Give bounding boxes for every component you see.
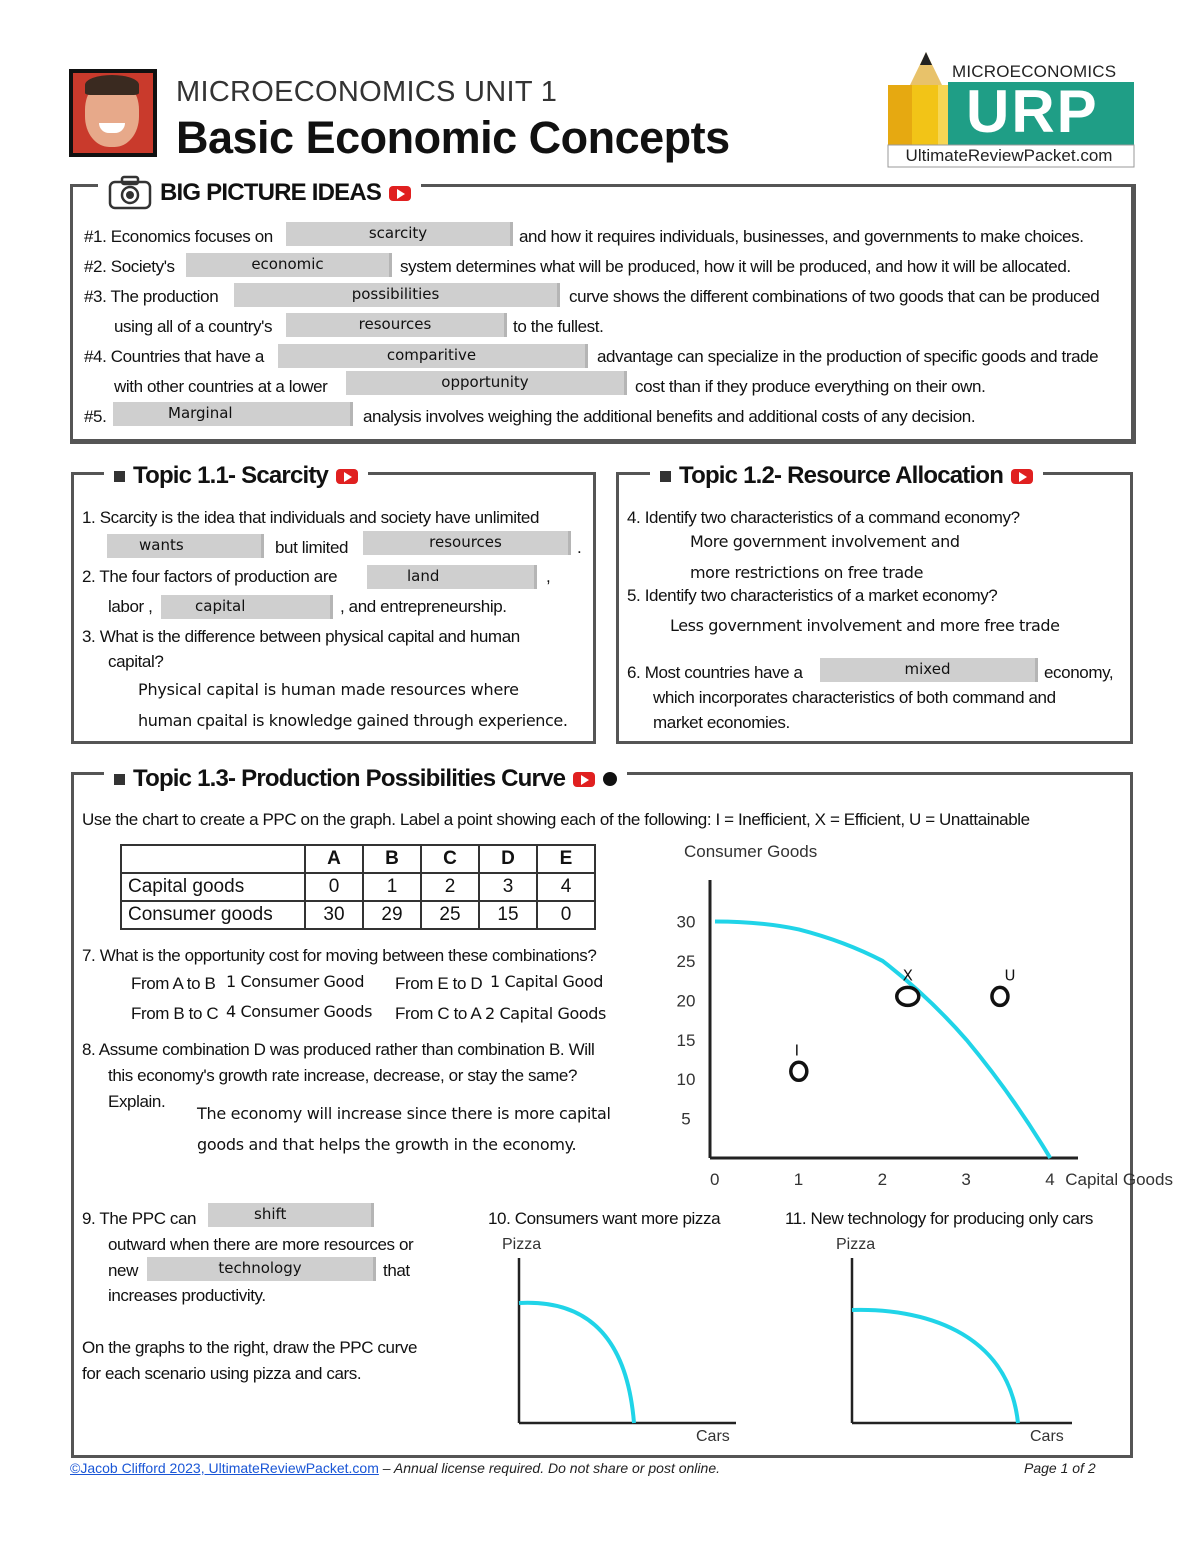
table-cell: 4 [537,873,595,901]
t11-q2a: 2. The four factors of production are [82,567,338,586]
table-cell: 1 [363,873,421,901]
t11-fill-capital[interactable]: capital [161,595,333,619]
table-header: B [363,845,421,873]
t13-ed-answer: 1 Capital Good [490,972,603,991]
t13-q8a: 8. Assume combination D was produced rather than combination B. Will [82,1040,595,1059]
ppc-x-tick: 1 [793,1170,804,1189]
bp-line1-start: #1. Economics focuses on [84,227,273,246]
topic13-title: Topic 1.3- Production Possibilities Curve [133,765,566,792]
t13-answer8b: goods and that helps the growth in the economy. [197,1135,577,1154]
table-cell: 15 [479,901,537,929]
graph10-title: 10. Consumers want more pizza [488,1209,721,1228]
bp-fill-4b[interactable]: opportunity [346,371,627,395]
t13-q9c: new [108,1261,138,1280]
tiktok-icon[interactable] [603,772,617,786]
t11-q1b: but limited [275,538,349,557]
t12-q6d: market economies. [653,713,790,732]
t11-q3b: capital? [108,652,164,671]
table-header: C [421,845,479,873]
t11-q2d: , and entrepreneurship. [340,597,507,616]
bp-line3-start: #3. The production [84,287,219,306]
bp-line4-start: #4. Countries that have a [84,347,264,366]
bp-fill-3b[interactable]: resources [286,313,507,337]
bullet-icon [114,774,125,785]
bp-fill-4[interactable]: comparitive [278,344,588,368]
t13-draw-b: for each scenario using pizza and cars. [82,1364,362,1383]
ppc-y-tick: 5 [681,1109,691,1129]
table-cell: 3 [479,873,537,901]
t13-draw-a: On the graphs to the right, draw the PPC curve [82,1338,418,1357]
ppc-y-tick: 20 [676,991,696,1011]
logo-urp-text: URP [966,78,1099,145]
t12-q6a: 6. Most countries have a [627,663,803,682]
t11-fill-resources[interactable]: resources [363,531,571,555]
ppc-x-label: Capital Goods [1065,1170,1173,1189]
t12-answer4a: More government involvement and [690,532,960,551]
t13-bc-answer: 4 Consumer Goods [226,1002,373,1021]
youtube-icon[interactable] [573,772,595,787]
bp-line3b-start: using all of a country's [114,317,273,336]
logo-top-text: MICROECONOMICS [952,62,1117,81]
ppc-y-tick: 10 [676,1070,696,1090]
footer [70,1460,720,1476]
t11-q2b: , [546,567,551,586]
t13-ab-answer: 1 Consumer Good [226,972,365,991]
graph11-title: 11. New technology for producing only cars [785,1209,1093,1228]
graph11-x-label: Cars [1030,1428,1064,1445]
t12-q5: 5. Identify two characteristics of a market economy? [627,586,998,605]
table-row [121,873,595,901]
camera-icon [108,176,152,210]
bp-line4-end: advantage can specialize in the production of specific goods and trade [597,347,1099,366]
ppc-x-tick: 4 [1045,1170,1055,1189]
table-header: D [479,845,537,873]
ppc-chart [660,836,1173,1196]
table-cell: 30 [305,901,363,929]
ppc-x-tick: 2 [877,1170,888,1189]
t11-fill-land[interactable]: land [367,565,537,589]
bp-line4b-end: cost than if they produce everything on their own. [635,377,986,396]
t13-q9d: that [383,1261,410,1280]
page-title: Basic Economic Concepts [176,112,730,163]
ppc-y-tick: 30 [676,912,696,932]
graph10-x-label: Cars [696,1428,730,1445]
t11-q3a: 3. What is the difference between physical capital and human [82,627,520,646]
t12-fill-mixed[interactable]: mixed [820,658,1038,682]
t11-q1a: 1. Scarcity is the idea that individuals and society have unlimited [82,508,540,527]
t12-answer4b: more restrictions on free trade [690,563,924,582]
bp-fill-3[interactable]: possibilities [234,283,560,307]
bullet-icon [660,471,671,482]
table-header: E [537,845,595,873]
bp-line2-end: system determines what will be produced, how it will be produced, and how it will be allocated. [400,257,1071,276]
youtube-icon[interactable] [389,186,411,201]
t11-fill-wants[interactable]: wants [107,534,264,558]
t13-bc-label: From B to C [131,1004,219,1023]
t13-q9e: increases productivity. [108,1286,266,1305]
t13-q7: 7. What is the opportunity cost for moving between these combinations? [82,946,597,965]
t12-q4: 4. Identify two characteristics of a command economy? [627,508,1020,527]
bp-line3-end: curve shows the different combinations of two goods that can be produced [569,287,1100,306]
t12-q6c: which incorporates characteristics of both command and [653,688,1056,707]
ppc-point-x [897,987,919,1005]
t13-fill-shift[interactable]: shift [208,1203,374,1227]
big-picture-heading [98,176,421,210]
t13-ab-label: From A to B [131,974,216,993]
t11-q2c: labor , [108,597,153,616]
graph11-curve [852,1310,1018,1423]
t12-q6b: economy, [1044,663,1114,682]
table-cell: 0 [537,901,595,929]
graph11 [830,1230,1080,1450]
big-picture-title: BIG PICTURE IDEAS [160,179,382,206]
logo-site-text: UltimateReviewPacket.com [905,146,1113,165]
table-cell: 2 [421,873,479,901]
youtube-icon[interactable] [336,469,358,484]
topic12-heading [650,462,1043,490]
ppc-y-tick: 15 [676,1030,696,1050]
table-row [121,901,595,929]
ppc-y-tick: 25 [676,951,696,971]
ppc-curve [715,922,1050,1158]
author-photo [69,69,157,157]
page-number: Page 1 of 2 [1024,1460,1096,1476]
topic12-title: Topic 1.2- Resource Allocation [679,462,1004,489]
t13-ca-answer: 2 Capital Goods [485,1004,606,1023]
ppc-point-label: X [902,966,913,985]
bp-line2-start: #2. Society's [84,257,175,276]
t13-ed-label: From E to D [395,974,483,993]
t13-q8c: Explain. [108,1092,166,1111]
t13-q9a: 9. The PPC can [82,1209,197,1228]
graph10-y-label: Pizza [502,1236,542,1253]
urp-logo [886,50,1134,168]
bp-line4b-start: with other countries at a lower [114,377,328,396]
topic11-heading [104,462,368,490]
ppc-point-label: U [1004,966,1016,985]
bullet-icon [114,471,125,482]
topic13-heading [104,765,627,793]
t13-ca-label: From C to A [395,1004,482,1023]
t11-q1c: . [577,538,582,557]
table-header [121,845,305,873]
bp-fill-5[interactable]: Marginal [113,402,353,426]
ppc-point-u [992,987,1008,1005]
t13-answer8a: The economy will increase since there is more capital [197,1104,611,1123]
ppc-y-label: Consumer Goods [684,842,818,861]
ppc-x-tick: 0 [710,1170,720,1189]
t13-q9b: outward when there are more resources or [108,1235,414,1254]
t11-answer-b: human cpaital is knowledge gained through experience. [138,711,568,730]
unit-title: MICROECONOMICS UNIT 1 [176,76,558,108]
table-cell: 25 [421,901,479,929]
table-cell: 0 [305,873,363,901]
table-cell: Capital goods [121,873,305,901]
t12-answer5: Less government involvement and more free trade [670,616,1060,635]
copyright-link[interactable]: ©Jacob Clifford 2023, UltimateReviewPacket.com [70,1460,379,1476]
table-cell: Consumer goods [121,901,305,929]
ppc-table [120,844,596,930]
t11-answer-a: Physical capital is human made resources where [138,680,519,699]
bp-line5-start: #5. [84,407,107,426]
table-header-row [121,845,595,873]
table-cell: 29 [363,901,421,929]
topic11-title: Topic 1.1- Scarcity [133,462,329,489]
bp-fill-2[interactable]: economic [186,253,392,277]
t13-q8b: this economy's growth rate increase, decrease, or stay the same? [108,1066,577,1085]
bp-fill-1[interactable]: scarcity [286,222,513,246]
ppc-point-i [791,1062,807,1080]
t13-instructions: Use the chart to create a PPC on the graph. Label a point showing each of the following: I = Inefficient, X = Efficient, U = Unattainable [82,810,1030,829]
t13-fill-technology[interactable]: technology [147,1257,376,1281]
youtube-icon[interactable] [1011,469,1033,484]
ppc-x-tick: 3 [961,1170,971,1189]
graph10 [496,1230,746,1450]
bp-line3b-end: to the fullest. [513,317,604,336]
table-header: A [305,845,363,873]
graph10-curve [519,1303,634,1423]
ppc-point-label: I [794,1041,800,1060]
bp-line1-end: and how it requires individuals, businesses, and governments to make choices. [519,227,1084,246]
license-notice: – Annual license required. Do not share or post online. [378,1460,720,1476]
bp-line5-end: analysis involves weighing the additional benefits and additional costs of any decision. [363,407,976,426]
graph11-y-label: Pizza [836,1236,876,1253]
